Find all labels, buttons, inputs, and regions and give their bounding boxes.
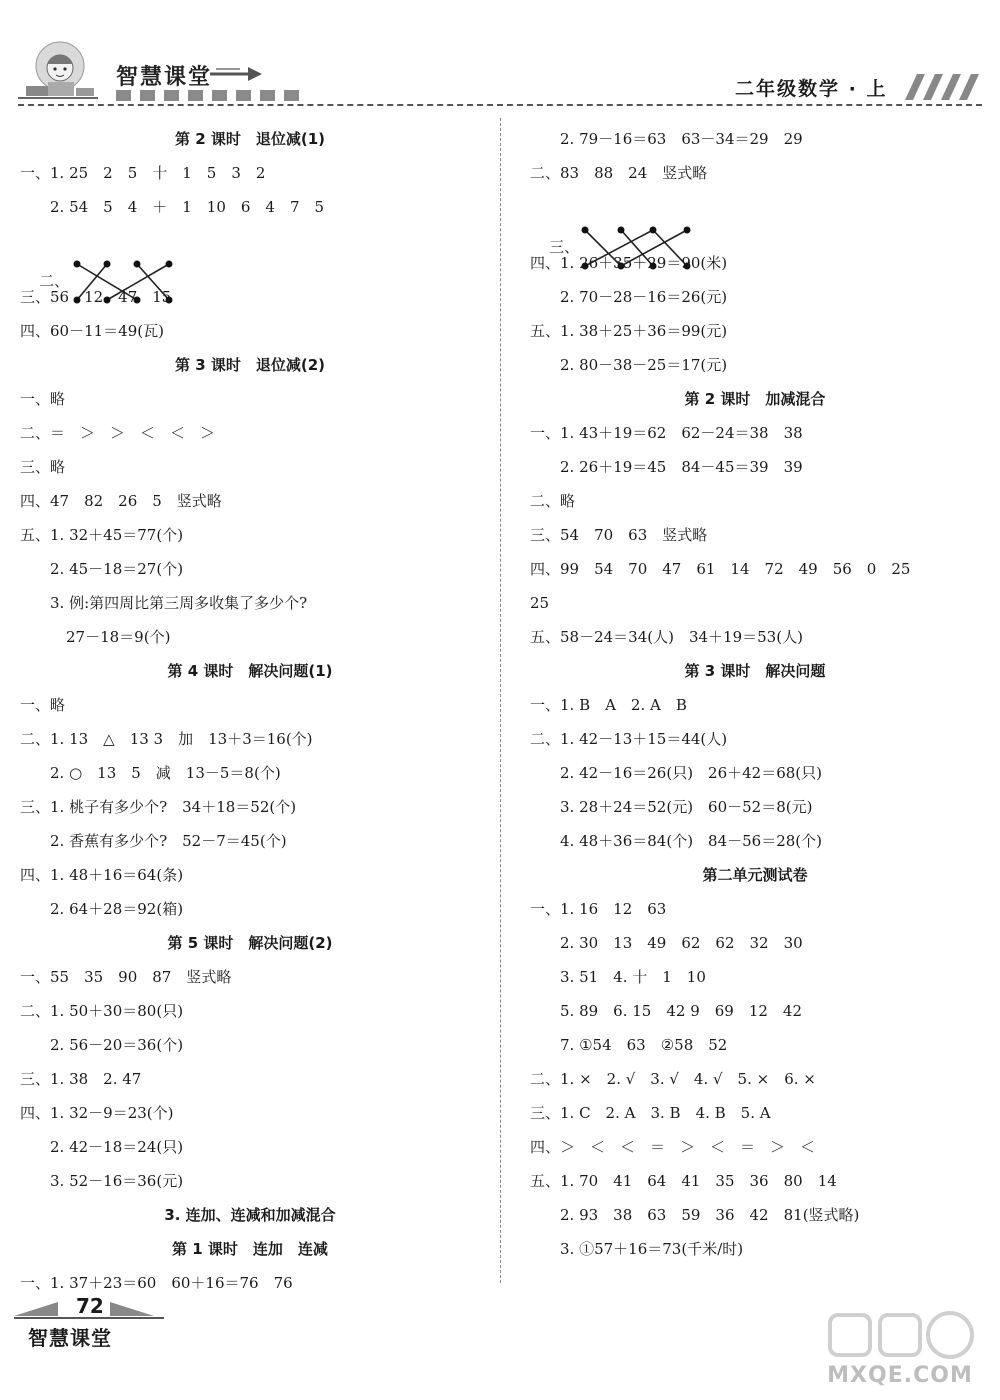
decorative-slashes-icon xyxy=(905,74,983,100)
arrow-right-icon xyxy=(210,66,262,82)
answer-line: 2. 93 38 63 59 36 42 81(竖式略) xyxy=(560,1206,860,1224)
page-number: 72 xyxy=(76,1294,104,1318)
answer-line: 三、54 70 63 竖式略 xyxy=(530,526,708,544)
left-column xyxy=(20,122,480,1300)
answer-line: 三、略 xyxy=(20,458,66,476)
answer-line: 2. ○ 13 5 减 13－5＝8(个) xyxy=(50,764,281,782)
unit-title: 3. 连加、连减和加减混合 xyxy=(164,1206,336,1224)
right-column xyxy=(530,122,980,1266)
answer-label: 三、 xyxy=(549,238,580,256)
answer-line: 2. 26＋19＝45 84－45＝39 39 xyxy=(560,458,803,476)
answer-line: 2. 56－20＝36(个) xyxy=(50,1036,184,1054)
answer-line: 一、1. 25 2 5 十 1 5 3 2 xyxy=(20,164,266,182)
answer-line: 7. ①54 63 ②58 52 xyxy=(560,1036,728,1054)
answer-line: 二、1. 13 △ 13 3 加 13＋3＝16(个) xyxy=(20,730,313,748)
section-title: 第 2 课时 退位减(1) xyxy=(174,130,326,148)
answer-line: 四、1. 26＋35＋29＝90(米) xyxy=(530,254,728,272)
answer-line: 二、略 xyxy=(530,492,576,510)
answer-line: 2. 64＋28＝92(箱) xyxy=(50,900,184,918)
answer-line: 四、47 82 26 5 竖式略 xyxy=(20,492,222,510)
section-title: 第 5 课时 解决问题(2) xyxy=(167,934,333,952)
answer-line: 三、1. 38 2. 47 xyxy=(20,1070,142,1088)
answer-line: 三、1. C 2. A 3. B 4. B 5. A xyxy=(530,1104,771,1122)
answer-line: 二、83 88 24 竖式略 xyxy=(530,164,708,182)
answer-line: 二、＝ ＞ ＞ ＜ ＜ ＞ xyxy=(20,424,216,442)
answer-line: 一、1. 37＋23＝60 60＋16＝76 76 xyxy=(20,1274,293,1292)
answer-label: 二、 xyxy=(39,272,70,290)
watermark xyxy=(810,1305,990,1395)
watermark-logo-icon xyxy=(810,1305,990,1365)
page-footer xyxy=(14,1290,174,1350)
answer-line: 一、1. 43＋19＝62 62－24＝38 38 xyxy=(530,424,803,442)
answer-line: 2. 54 5 4 ＋ 1 10 6 4 7 5 xyxy=(50,198,325,216)
column-divider xyxy=(500,118,501,1283)
answer-line: 3. 例:第四周比第三周多收集了多少个? xyxy=(50,594,308,612)
girl-mascot-icon xyxy=(18,40,98,102)
section-title: 第二单元测试卷 xyxy=(702,866,808,884)
answer-line: 四、99 54 70 47 61 14 72 49 56 0 25 xyxy=(530,560,911,578)
answer-line: 五、1. 70 41 64 41 35 36 80 14 xyxy=(530,1172,837,1190)
answer-line: 三、56 12 47 15 xyxy=(20,288,172,306)
grade-subject-label: 二年级数学 · 上 xyxy=(735,78,888,100)
answer-line: 2. 80－38－25＝17(元) xyxy=(560,356,728,374)
answer-line: 2. 香蕉有多少个? 52－7＝45(个) xyxy=(50,832,287,850)
answer-line: 三、1. 桃子有多少个? 34＋18＝52(个) xyxy=(20,798,297,816)
page-header xyxy=(0,0,1000,110)
answer-line: 4. 48＋36＝84(个) 84－56＝28(个) xyxy=(560,832,823,850)
section-title: 第 1 课时 连加 连减 xyxy=(172,1240,328,1258)
answer-line: 二、1. × 2. √ 3. √ 4. √ 5. × 6. × xyxy=(530,1070,816,1088)
answer-line: 2. 45－18＝27(个) xyxy=(50,560,184,578)
answer-line: 3. 51 4. 十 1 10 xyxy=(560,968,706,986)
brand-title: 智慧课堂 xyxy=(116,65,213,90)
answer-line: 五、1. 38＋25＋36＝99(元) xyxy=(530,322,728,340)
footer-brand: 智慧课堂 xyxy=(28,1326,112,1350)
answer-line: 五、58－24＝34(人) 34＋19＝53(人) xyxy=(530,628,803,646)
answer-line: 3. ①57＋16＝73(千米/时) xyxy=(560,1240,744,1258)
answer-line xyxy=(20,224,480,290)
section-title: 第 2 课时 加减混合 xyxy=(684,390,826,408)
watermark-text: MXQE.COM xyxy=(827,1363,973,1388)
answer-line: 25 xyxy=(530,594,550,612)
answer-line: 27－18＝9(个) xyxy=(66,628,171,646)
decorative-squares xyxy=(116,90,299,101)
answer-line: 四、60－11＝49(瓦) xyxy=(20,322,164,340)
answer-line: 二、1. 50＋30＝80(只) xyxy=(20,1002,184,1020)
answer-line: 二、1. 42－13＋15＝44(人) xyxy=(530,730,728,748)
answer-line: 2. 70－28－16＝26(元) xyxy=(560,288,728,306)
answer-line: 一、略 xyxy=(20,696,66,714)
answer-line: 四、1. 32－9＝23(个) xyxy=(20,1104,174,1122)
section-title: 第 4 课时 解决问题(1) xyxy=(167,662,333,680)
answer-line: 2. 79－16＝63 63－34＝29 29 xyxy=(560,130,803,148)
answer-line xyxy=(530,190,980,256)
answer-line: 5. 89 6. 15 42 9 69 12 42 xyxy=(560,1002,802,1020)
answer-line: 2. 42－18＝24(只) xyxy=(50,1138,184,1156)
answer-line: 四、1. 48＋16＝64(条) xyxy=(20,866,184,884)
answer-line: 一、1. 16 12 63 xyxy=(530,900,667,918)
answer-line: 一、1. B A 2. A B xyxy=(530,696,687,714)
section-title: 第 3 课时 退位减(2) xyxy=(174,356,326,374)
answer-line: 3. 28＋24＝52(元) 60－52＝8(元) xyxy=(560,798,813,816)
section-title: 第 3 课时 解决问题 xyxy=(684,662,826,680)
answer-line: 一、55 35 90 87 竖式略 xyxy=(20,968,232,986)
header-divider xyxy=(18,104,982,106)
answer-line: 一、略 xyxy=(20,390,66,408)
answer-line: 2. 42－16＝26(只) 26＋42＝68(只) xyxy=(560,764,823,782)
answer-line: 四、＞ ＜ ＜ ＝ ＞ ＜ ＝ ＞ ＜ xyxy=(530,1138,816,1156)
answer-line: 2. 30 13 49 62 62 32 30 xyxy=(560,934,803,952)
answer-line: 3. 52－16＝36(元) xyxy=(50,1172,184,1190)
answer-line: 五、1. 32＋45＝77(个) xyxy=(20,526,184,544)
